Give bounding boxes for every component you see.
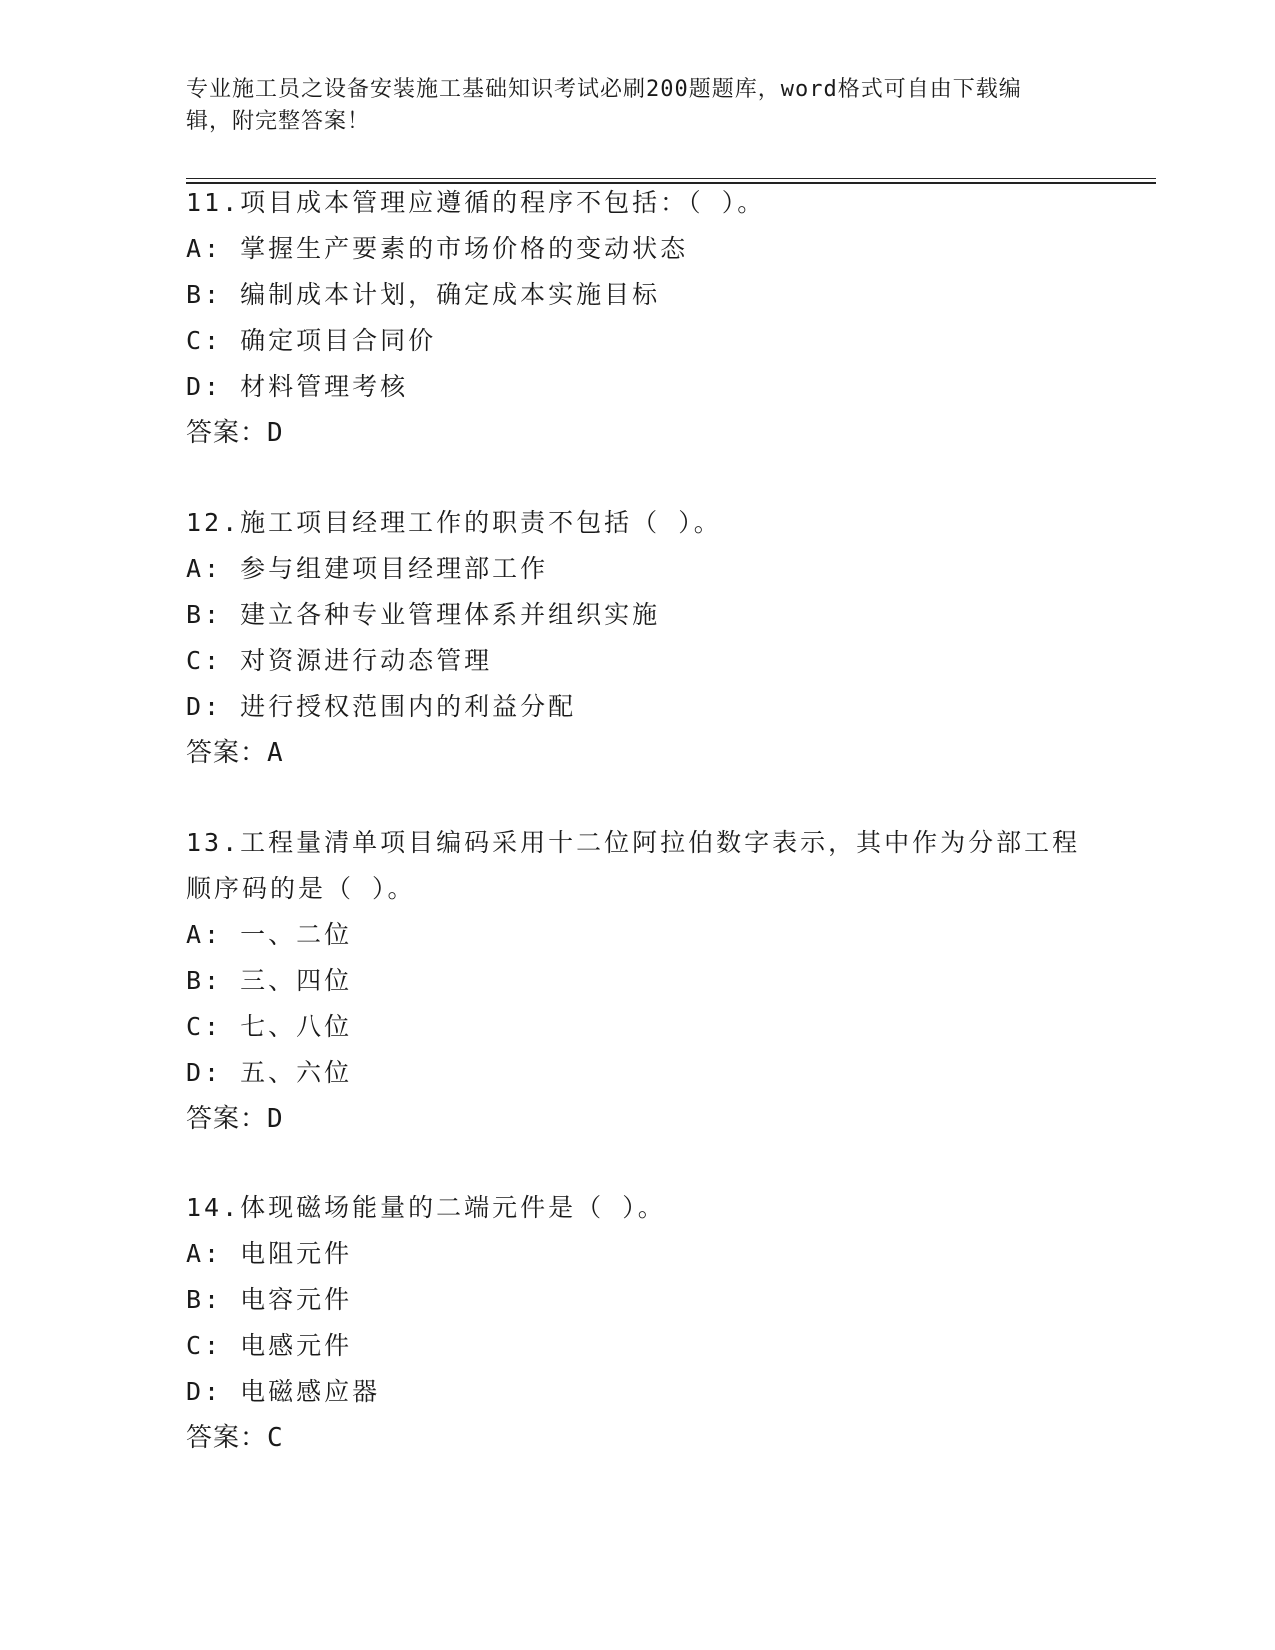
answer-value: D <box>267 1104 284 1134</box>
header-divider-thin <box>186 178 1156 179</box>
answer-label: 答案： <box>186 738 268 768</box>
answer-label: 答案： <box>186 1423 268 1453</box>
question-13 <box>186 820 1086 1142</box>
option-b: B: 三、四位 <box>186 966 353 995</box>
option-d: D: 电磁感应器 <box>186 1377 381 1406</box>
option-c: C: 确定项目合同价 <box>186 326 437 355</box>
answer-line <box>186 1415 1086 1461</box>
option-d: D: 材料管理考核 <box>186 372 409 401</box>
document-header: 专业施工员之设备安装施工基础知识考试必刷200题题库，word格式可自由下载编辑，附完整答案！ <box>186 77 1022 134</box>
option-d: D: 五、六位 <box>186 1058 353 1087</box>
option-a: A: 参与组建项目经理部工作 <box>186 554 549 583</box>
option-c: C: 七、八位 <box>186 1012 353 1041</box>
answer-line <box>186 410 1086 456</box>
option-a: A: 一、二位 <box>186 920 353 949</box>
answer-value: C <box>267 1423 284 1453</box>
answer-value: A <box>267 738 284 768</box>
answer-label: 答案： <box>186 418 268 448</box>
option-a: A: 掌握生产要素的市场价格的变动状态 <box>186 234 689 263</box>
option-c: C: 对资源进行动态管理 <box>186 646 493 675</box>
answer-value: D <box>267 418 284 448</box>
option-a: A: 电阻元件 <box>186 1239 353 1268</box>
question-12 <box>186 500 1086 776</box>
question-stem: 11.项目成本管理应遵循的程序不包括：（ ）。 <box>186 188 766 217</box>
question-11 <box>186 180 1086 456</box>
option-c: C: 电感元件 <box>186 1331 353 1360</box>
option-b: B: 电容元件 <box>186 1285 353 1314</box>
option-b: B: 编制成本计划，确定成本实施目标 <box>186 280 661 309</box>
question-stem: 12.施工项目经理工作的职责不包括（ ）。 <box>186 508 722 537</box>
answer-label: 答案： <box>186 1104 268 1134</box>
answer-line <box>186 730 1086 776</box>
question-14 <box>186 1185 1086 1461</box>
option-b: B: 建立各种专业管理体系并组织实施 <box>186 600 661 629</box>
question-stem: 13.工程量清单项目编码采用十二位阿拉伯数字表示，其中作为分部工程顺序码的是（ ）。 <box>186 828 1081 903</box>
answer-line <box>186 1096 1086 1142</box>
question-stem: 14.体现磁场能量的二端元件是（ ）。 <box>186 1193 666 1222</box>
option-d: D: 进行授权范围内的利益分配 <box>186 692 577 721</box>
